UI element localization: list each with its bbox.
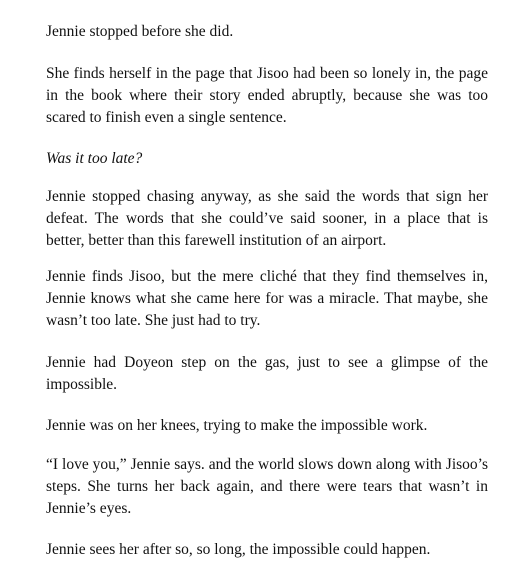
- paragraph-8: “I love you,” Jennie says. and the world slows down along with Jisoo’s steps. She turns her back again, and there were tears that wasn’t in Jennie’s eyes.: [46, 456, 488, 517]
- paragraph-3-italic-question: Was it too late?: [46, 150, 143, 167]
- paragraph-6: Jennie had Doyeon step on the gas, just to see a glimpse of the impossible.: [46, 354, 488, 393]
- paragraph-5: Jennie finds Jisoo, but the mere cliché that they find themselves in, Jennie knows what she came here for was a miracle. That maybe, she wasn’t too late. She just had to try.: [46, 268, 488, 329]
- paragraph-2: She finds herself in the page that Jisoo had been so lonely in, the page in the book where their story ended abruptly, because she was too scared to finish even a single sentence.: [46, 65, 488, 126]
- paragraph-1: Jennie stopped before she did.: [46, 23, 234, 40]
- paragraph-4: Jennie stopped chasing anyway, as she said the words that sign her defeat. The words that she could’ve said sooner, in a place that is better, better than this farewell institution of an airport.: [46, 188, 488, 249]
- paragraph-9: Jennie sees her after so, so long, the impossible could happen.: [46, 541, 431, 558]
- paragraph-7: Jennie was on her knees, trying to make the impossible work.: [46, 417, 428, 434]
